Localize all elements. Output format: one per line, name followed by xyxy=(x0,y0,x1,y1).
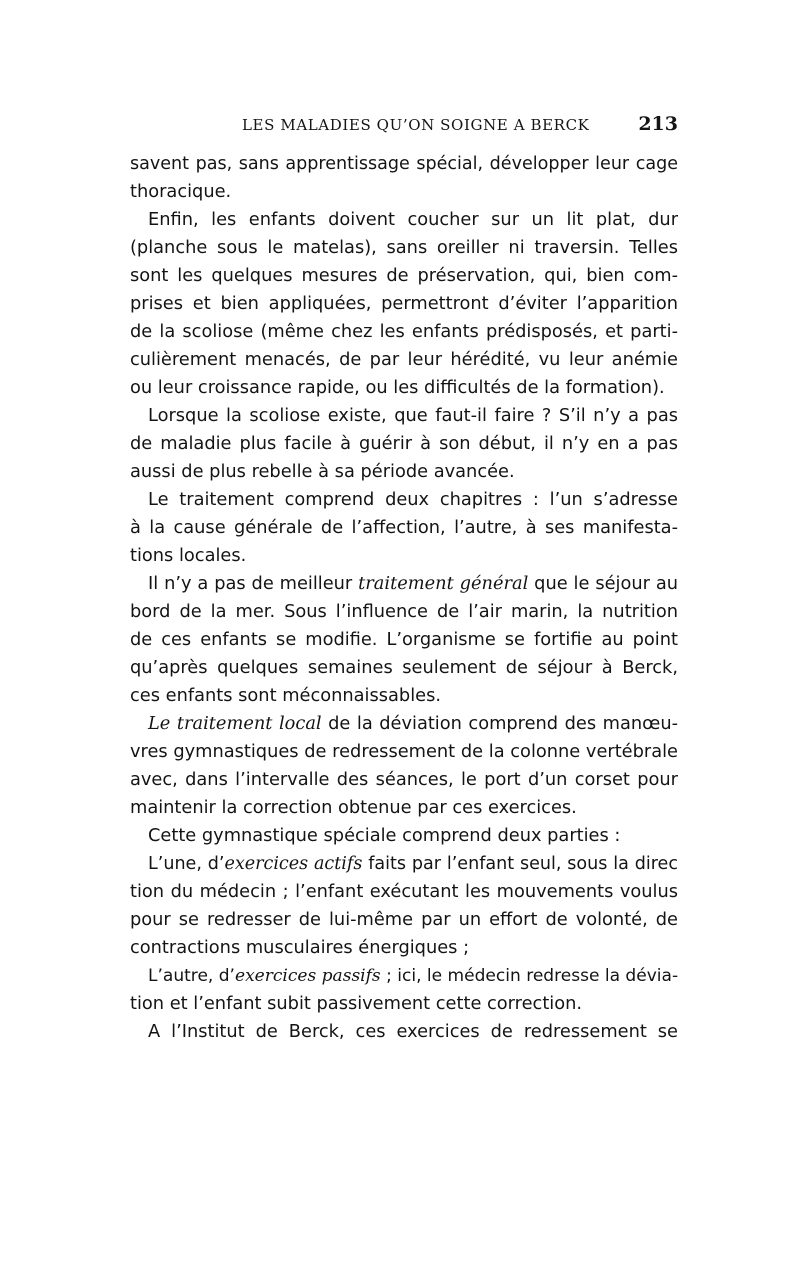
body-text xyxy=(130,150,678,1046)
text-line: bord de la mer. Sous l’influence de l’air marin, la nutrition xyxy=(130,601,678,622)
text-run: que le séjour au xyxy=(528,573,678,594)
text-line: tions locales. xyxy=(130,545,247,566)
text-line: aussi de plus rebelle à sa période avancée. xyxy=(130,461,515,482)
text-line: avec, dans l’intervalle des séances, le port d’un corset pour xyxy=(130,769,678,790)
text-run: faits par l’enfant seul, sous la direc xyxy=(362,854,678,874)
text-line xyxy=(130,850,678,878)
text-line: de ces enfants se modifie. L’organisme se fortifie au point xyxy=(130,629,678,650)
text-line xyxy=(130,710,678,738)
text-line: culièrement menacés, de par leur hérédité, vu leur anémie xyxy=(130,349,678,370)
text-line: de la scoliose (même chez les enfants prédisposés, et parti- xyxy=(130,321,678,342)
text-line: tion du médecin ; l’enfant exécutant les mouvements voulus xyxy=(130,881,678,902)
text-line: ces enfants sont méconnaissables. xyxy=(130,685,441,706)
italic-phrase: traitement général xyxy=(358,573,529,594)
text-line: (planche sous le matelas), sans oreiller ni traversin. Telles xyxy=(130,237,678,258)
text-line: ou leur croissance rapide, ou les difficultés de la formation). xyxy=(130,377,665,398)
running-title: LES MALADIES QU’ON SOIGNE A BERCK xyxy=(242,116,590,134)
text-line: A l’Institut de Berck, ces exercices de redressement se xyxy=(148,1021,678,1042)
italic-phrase: Le traitement local xyxy=(148,713,322,734)
text-line: pour se redresser de lui-même par un effort de volonté, de xyxy=(130,909,678,930)
text-line: contractions musculaires énergiques ; xyxy=(130,937,470,958)
text-run: ; ici, le médecin redresse la dévia- xyxy=(380,966,678,986)
italic-phrase: exercices passifs xyxy=(234,966,381,986)
text-line: à la cause générale de l’affection, l’autre, à ses manifesta- xyxy=(130,517,678,538)
text-line: qu’après quelques semaines seulement de séjour à Berck, xyxy=(130,657,678,678)
text-line: maintenir la correction obtenue par ces exercices. xyxy=(130,797,577,818)
italic-phrase: exercices actifs xyxy=(224,854,363,874)
text-line: savent pas, sans apprentissage spécial, développer leur cage xyxy=(130,154,678,174)
text-line: tion et l’enfant subit passivement cette correction. xyxy=(130,993,583,1014)
text-line: Le traitement comprend deux chapitres : l’un s’adresse xyxy=(148,489,678,510)
text-run: Il n’y a pas de meilleur xyxy=(148,573,359,594)
text-line: thoracique. xyxy=(130,181,232,202)
text-line: sont les quelques mesures de préservation, qui, bien com- xyxy=(130,265,678,286)
text-line: prises et bien appliquées, permettront d’éviter l’apparition xyxy=(130,293,678,314)
page-number: 213 xyxy=(638,113,678,135)
text-line xyxy=(130,570,678,598)
page-header xyxy=(130,113,678,140)
text-line: Lorsque la scoliose existe, que faut-il faire ? S’il n’y a pas xyxy=(148,405,678,426)
text-run: L’autre, d’ xyxy=(148,966,235,986)
text-line: Enfin, les enfants doivent coucher sur un lit plat, dur xyxy=(148,209,678,230)
text-line xyxy=(130,962,678,990)
text-run: de la déviation comprend des manœu- xyxy=(321,713,678,734)
text-line: Cette gymnastique spéciale comprend deux parties : xyxy=(148,825,621,846)
text-line: de maladie plus facile à guérir à son début, il n’y en a pas xyxy=(130,433,678,454)
text-line: vres gymnastiques de redressement de la colonne vertébrale xyxy=(130,741,678,762)
text-run: L’une, d’ xyxy=(148,854,225,874)
